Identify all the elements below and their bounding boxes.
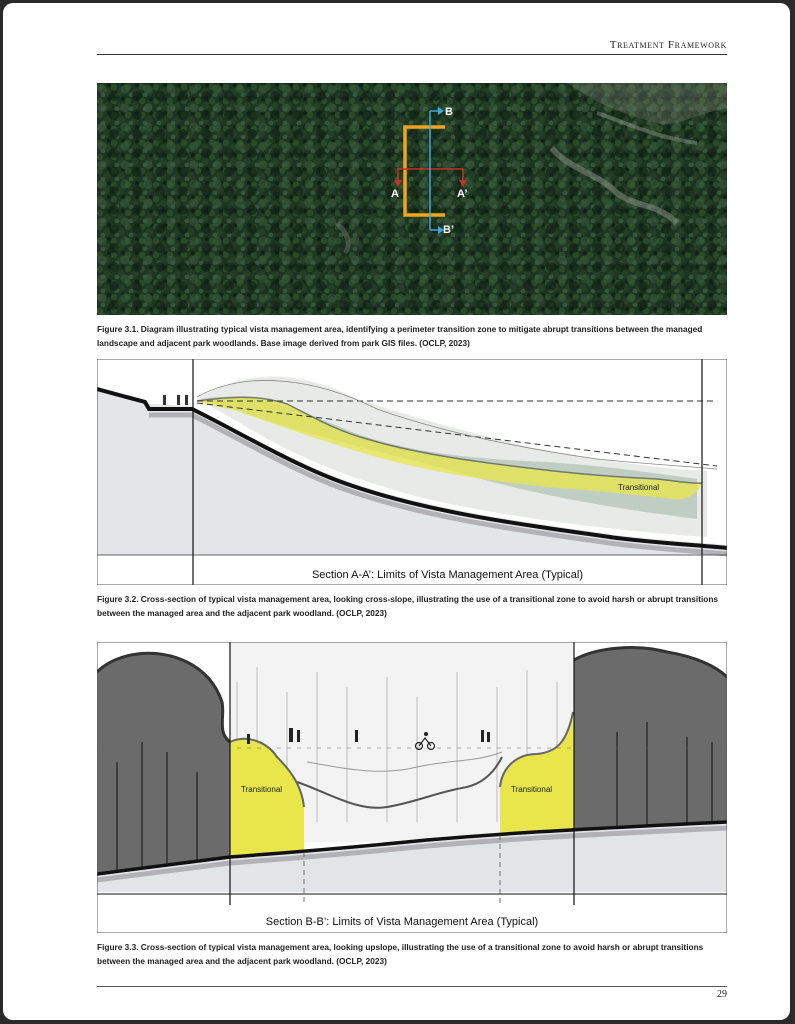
- transitional-label-left: Transitional: [241, 785, 283, 794]
- marker-a: A: [391, 188, 399, 200]
- figure-3-1-caption: Figure 3.1. Diagram illustrating typical vista management area, identifying a perimeter transition zone to mitigate abrupt transitions between the managed landscape and adjacent park woodlands. Base image derived from park GIS files. (OCLP, 2023): [97, 324, 703, 348]
- document-page: [3, 3, 790, 1020]
- marker-b: B: [445, 106, 453, 118]
- section-a-title: Section A-A’: Limits of Vista Management Area (Typical): [311, 569, 584, 581]
- section-a-figure: [97, 359, 727, 585]
- transitional-label-a: Transitional: [618, 483, 660, 492]
- header-rule: [97, 54, 727, 55]
- aerial-photo-figure: [97, 83, 727, 315]
- figure-3-3-caption: Figure 3.3. Cross-section of typical vista management area, looking upslope, illustrating the use of a transitional zone to avoid harsh or abrupt transitions between the managed area and the adjacent park woodland. (OCLP, 2023): [97, 942, 704, 966]
- section-b-figure: [97, 642, 727, 933]
- section-b-title: Section B-B’: Limits of Vista Management Area (Typical): [265, 916, 539, 928]
- running-header: Treatment Framework: [609, 39, 727, 51]
- page-number: 29: [717, 989, 727, 1000]
- figure-3-2-caption: Figure 3.2. Cross-section of typical vista management area, looking cross-slope, illustrating the use of a transitional zone to avoid harsh or abrupt transitions between the managed area and the adjacent park woodland. (OCLP, 2023): [97, 594, 719, 618]
- section-a-drawing: [97, 359, 727, 585]
- aerial-forest-image: [97, 83, 727, 315]
- section-b-drawing: [97, 642, 727, 933]
- marker-b-prime: B’: [443, 224, 454, 236]
- footer-rule: [97, 986, 727, 987]
- marker-a-prime: A’: [457, 188, 468, 200]
- transitional-label-right: Transitional: [511, 785, 553, 794]
- right-woodland-mass: [574, 648, 727, 832]
